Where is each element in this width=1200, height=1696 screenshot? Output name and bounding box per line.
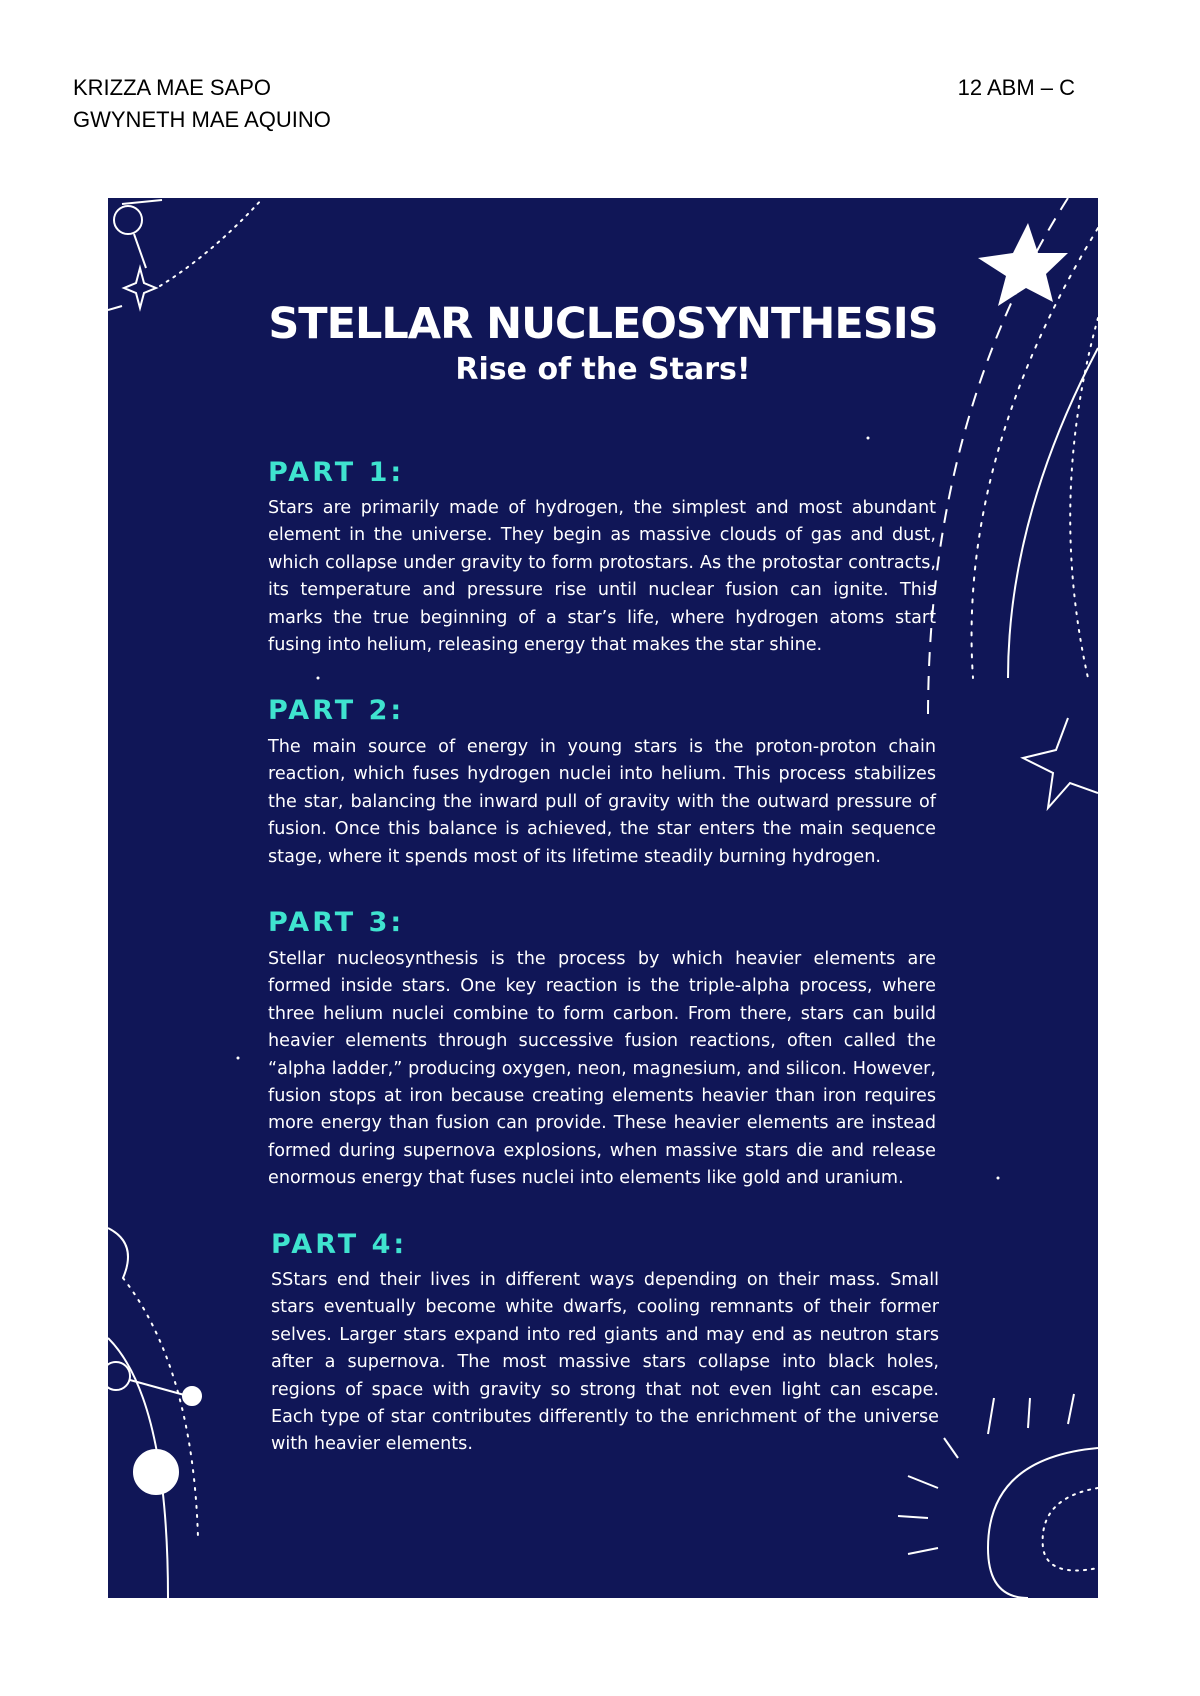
poster-title: STELLAR NUCLEOSYNTHESIS <box>268 299 938 349</box>
part-4-heading: PART 4: <box>271 1229 408 1260</box>
part-4-body: SStars end their lives in different ways depending on their mass. Small stars eventually become white dwarfs, cooling remnants of their former selves. Larger stars expand into red giants and may end as neutron stars after a supernova. The most massive stars collapse into black holes, regions of space with gravity so strong that not even light can escape. Each type of star contributes differently to the enrichment of the universe with heavier elements. <box>271 1270 939 1455</box>
part-1-body: Stars are primarily made of hydrogen, the simplest and most abundant element in the universe. They begin as massive clouds of gas and dust, which collapse under gravity to form protostars. As the protostar contracts, its temperature and pressure rise until nuclear fusion can ignite. This marks the true beginning of a star’s life, where hydrogen atoms start fusing into helium, releasing energy that makes the star shine. <box>268 498 936 656</box>
planets-icon <box>108 1228 201 1598</box>
class-section: 12 ABM – C <box>957 75 1075 100</box>
stars-icon <box>978 223 1068 306</box>
part-3-body: Stellar nucleosynthesis is the process by which heavier elements are formed inside stars. One key reaction is the triple-alpha process, where three helium nuclei combine to form carbon. From there, stars can build heavier elements through successive fusion reactions, often called the “alpha ladder,” producing oxygen, neon, magnesium, and silicon. However, fusion stops at iron because creating elements heavier than iron requires more energy than fusion can provide. These heavier elements are instead formed during supernova explosions, when massive stars die and release enormous energy that fuses nuclei into elements like gold and uranium. <box>268 949 936 1189</box>
poster <box>108 198 1098 1598</box>
part-1-heading: PART 1: <box>268 457 405 488</box>
author-name-2: GWYNETH MAE AQUINO <box>73 107 331 132</box>
author-names <box>73 72 331 136</box>
part-2-heading: PART 2: <box>268 695 405 726</box>
constellation-icon <box>108 198 263 310</box>
poster-subtitle: Rise of the Stars! <box>455 352 751 387</box>
part-3-heading: PART 3: <box>268 907 405 938</box>
part-2-body: The main source of energy in young stars is the proton-proton chain reaction, which fuses hydrogen nuclei into helium. This process stabilizes the star, balancing the inward pull of gravity with the outward pressure of fusion. Once this balance is achieved, the star enters the main sequence stage, where it spends most of its lifetime steadily burning hydrogen. <box>268 737 936 867</box>
author-name-1: KRIZZA MAE SAPO <box>73 75 272 100</box>
